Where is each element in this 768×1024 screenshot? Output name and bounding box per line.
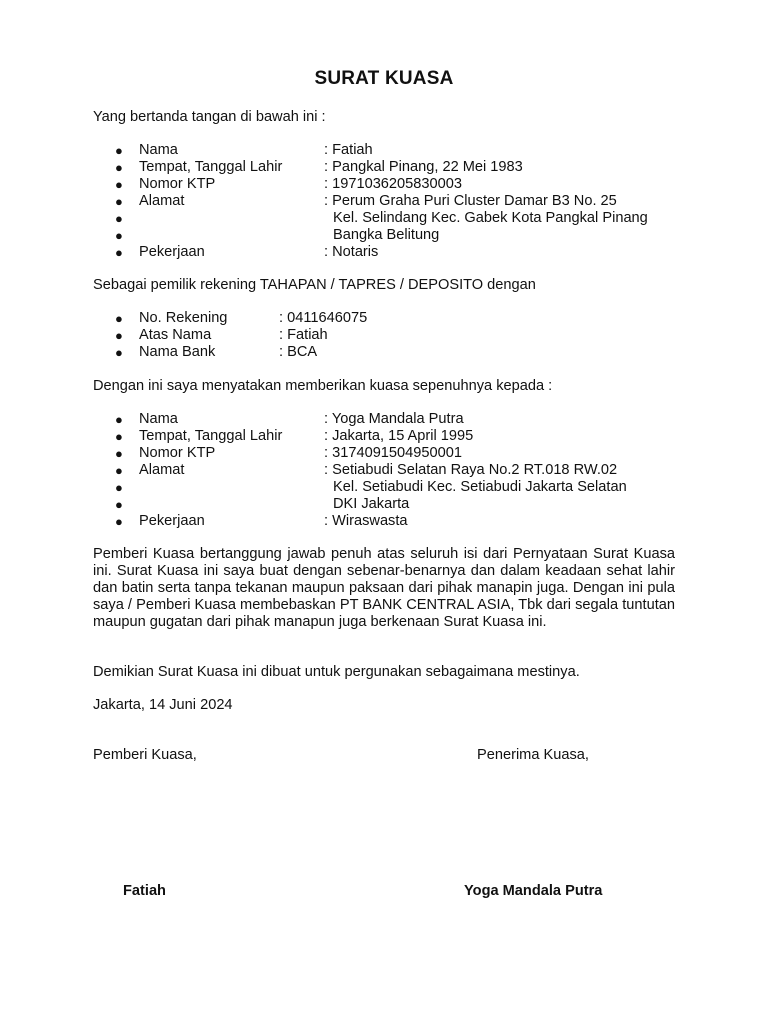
field-label: Pekerjaan [139,513,205,529]
field-label: Tempat, Tanggal Lahir [139,428,283,444]
bullet-icon: ● [115,194,123,209]
bullet-icon: ● [115,211,123,226]
receiver-label: Penerima Kuasa, [477,747,589,763]
field-value: Kel. Selindang Kec. Gabek Kota Pangkal Pinang [333,210,648,226]
bullet-icon: ● [115,143,123,158]
field-value: : Perum Graha Puri Cluster Damar B3 No. 25 [324,193,617,209]
field-label: No. Rekening [139,310,228,326]
field-label: Tempat, Tanggal Lahir [139,159,283,175]
field-value: DKI Jakarta [333,496,410,512]
field-value: : Wiraswasta [324,513,408,529]
bullet-icon: ● [115,429,123,444]
bullet-icon: ● [115,514,123,529]
giver-label: Pemberi Kuasa, [93,747,197,763]
giver-name: Fatiah [123,883,166,899]
field-label: Nomor KTP [139,445,216,461]
field-value: : 0411646075 [279,310,368,326]
power-intro-text: Dengan ini saya menyatakan memberikan kuasa sepenuhnya kepada : [93,378,553,394]
bullet-icon: ● [115,245,123,260]
field-label: Alamat [139,462,185,478]
field-label: Nama [139,411,178,427]
field-value: : Fatiah [279,327,328,343]
field-value: : Setiabudi Selatan Raya No.2 RT.018 RW.02 [324,462,618,478]
field-label: Nomor KTP [139,176,216,192]
document-title: SURAT KUASA [314,68,454,89]
bullet-icon: ● [115,311,123,326]
bullet-icon: ● [115,228,123,243]
field-value: : Pangkal Pinang, 22 Mei 1983 [324,159,523,175]
bullet-icon: ● [115,463,123,478]
field-label: Nama Bank [139,344,216,360]
field-value: : 1971036205830003 [324,176,462,192]
field-label: Atas Nama [139,327,212,343]
bullet-icon: ● [115,480,123,495]
bullet-icon: ● [115,177,123,192]
field-value: Kel. Setiabudi Kec. Setiabudi Jakarta Selatan [333,479,627,495]
bullet-icon: ● [115,160,123,175]
receiver-name: Yoga Mandala Putra [464,883,603,899]
bullet-icon: ● [115,497,123,512]
field-label: Pekerjaan [139,244,205,260]
bullet-icon: ● [115,328,123,343]
statement-paragraph: Pemberi Kuasa bertanggung jawab penuh atas seluruh isi dari Pernyataan Surat Kuasa ini. Surat Kuasa ini saya buat dengan sebenar-benarnya dan dalam keadaan sehat lahir dan batin serta tanpa tekanan maupun paksaan dari pihak manapin juga. Dengan ini pula saya / Pemberi Kuasa membebaskan PT BANK CENTRAL ASIA, Tbk dari segala tuntutan maupun gugatan dari pihak manapun juga berkenaan Surat Kuasa ini. [93,546,675,630]
field-value: : 3174091504950001 [324,445,462,461]
place-date: Jakarta, 14 Juni 2024 [93,697,233,713]
field-value: : Fatiah [324,142,373,158]
field-value: : Notaris [324,244,379,260]
account-intro-text: Sebagai pemilik rekening TAHAPAN / TAPRES / DEPOSITO dengan [93,277,536,293]
field-value: : Yoga Mandala Putra [324,411,464,427]
bullet-icon: ● [115,446,123,461]
field-label: Alamat [139,193,185,209]
field-label: Nama [139,142,178,158]
bullet-icon: ● [115,412,123,427]
bullet-icon: ● [115,345,123,360]
field-value: Bangka Belitung [333,227,440,243]
field-value: : Jakarta, 15 April 1995 [324,428,474,444]
field-value: : BCA [279,344,318,360]
intro-text: Yang bertanda tangan di bawah ini : [93,109,326,125]
closing-text: Demikian Surat Kuasa ini dibuat untuk pergunakan sebagaimana mestinya. [93,664,580,680]
